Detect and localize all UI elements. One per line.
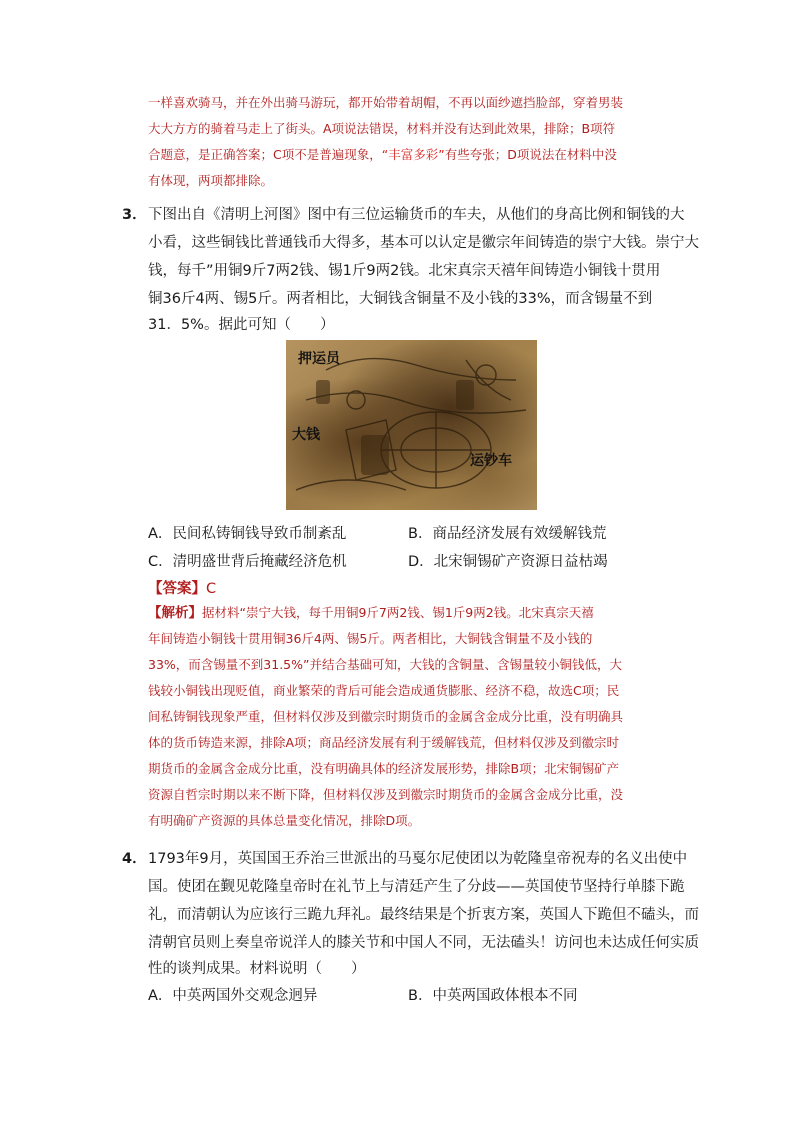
question-3-option-b: B．商品经济发展有效缓解钱荒 <box>408 526 607 542</box>
question-4-option-b: B．中英两国政体根本不同 <box>408 988 578 1004</box>
analysis-line-9: 有明确矿产资源的具体总量变化情况，排除D项。 <box>148 813 421 828</box>
figure-label-big-coin: 大钱 <box>292 427 320 443</box>
question-4-number: 4． <box>122 851 147 867</box>
prev-explanation-line-2: 大大方方的骑着马走上了街头。A项说法错误，材料并没有达到此效果，排除；B项符 <box>148 121 616 136</box>
analysis-line-3: 33%，而含锡量不到31.5%”并结合基础可知，大钱的含铜量、含锡量较小铜钱低，大 <box>148 657 622 672</box>
answer-value: C <box>206 581 217 597</box>
qingming-painting-figure <box>286 340 537 510</box>
question-3-answer <box>148 577 216 598</box>
question-4-line-2: 国。使团在觐见乾隆皇帝时在礼节上与清廷产生了分歧——英国使节坚持行单膝下跪 <box>148 879 685 895</box>
analysis-line-8: 资源自哲宗时期以来不断下降，但材料仅涉及到徽宗时期货币的金属含金成分比重，没 <box>148 787 624 802</box>
question-4-line-1: 1793年9月，英国国王乔治三世派出的马戛尔尼使团以为乾隆皇帝祝寿的名义出使中 <box>148 851 688 867</box>
answer-label: 【答案】 <box>148 581 206 597</box>
prev-explanation-line-4: 有体现，两项都排除。 <box>148 173 274 188</box>
figure-label-cart: 运钞车 <box>470 453 512 469</box>
prev-explanation-line-3c: 有些夸张；D项说法在材料中没 <box>444 147 617 162</box>
question-3-line-5: 31．5%。据此可知（ ） <box>148 317 335 333</box>
analysis-line-7: 期货币的金属含金成分比重，没有明确具体的经济发展形势，排除B项；北宋铜锡矿产 <box>148 761 620 776</box>
prev-explanation-line-1: 一样喜欢骑马，并在外出骑马游玩，都开始带着胡帽，不再以面纱遮挡脸部，穿着男装 <box>148 95 624 110</box>
question-3-line-3: 钱，每千”用铜9斤7两2钱、锡1斤9两2钱。北宋真宗天禧年间铸造小铜钱十贯用 <box>148 263 661 279</box>
analysis-line-5: 间私铸铜钱现象严重，但材料仅涉及到徽宗时期货币的金属含金成分比重，没有明确具 <box>148 709 624 724</box>
question-4-line-5: 性的谈判成果。材料说明（ ） <box>148 961 366 977</box>
question-3-line-4: 铜36斤4两、锡5斤。两者相比，大铜钱含铜量不及小钱的33%，而含锡量不到 <box>148 291 653 307</box>
analysis-line-6: 体的货币铸造来源，排除A项；商品经济发展有利于缓解钱荒，但材料仅涉及到徽宗时 <box>148 735 620 750</box>
analysis-line-4: 钱较小铜钱出现贬值，商业繁荣的背后可能会造成通货膨胀、经济不稳，故选C项；民 <box>148 683 620 698</box>
prev-explanation-line-3a: 合题意，是正确答案；C项不是普遍现象， <box>148 147 382 162</box>
analysis-line-1 <box>148 600 594 626</box>
question-4-line-3: 礼，而清朝认为应该行三跪九拜礼。最终结果是个折衷方案，英国人下跪但不磕头，而 <box>148 907 699 923</box>
analysis-text-1: 据材料“崇宁大钱，每千用铜9斤7两2钱、锡1斤9两2钱。北宋真宗天禧 <box>202 605 594 620</box>
question-4-option-a: A．中英两国外交观念迥异 <box>148 988 318 1004</box>
question-4-line-4: 清朝官员则上奏皇帝说洋人的膝关节和中国人不同，无法磕头！访问也未达成任何实质 <box>148 935 699 951</box>
question-3-number: 3． <box>122 207 147 223</box>
figure-label-escort: 押运员 <box>298 351 340 367</box>
question-3-option-c: C．清明盛世背后掩藏经济危机 <box>148 554 347 570</box>
question-3-line-1: 下图出自《清明上河图》图中有三位运输货币的车夫，从他们的身高比例和铜钱的大 <box>148 207 685 223</box>
question-3-option-a: A．民间私铸铜钱导致币制紊乱 <box>148 526 347 542</box>
analysis-line-2: 年间铸造小铜钱十贯用铜36斤4两、锡5斤。两者相比，大铜钱含铜量不及小钱的 <box>148 631 593 646</box>
prev-explanation-line-3 <box>148 142 617 168</box>
analysis-label: 【解析】 <box>148 605 202 621</box>
question-3-option-d: D．北宋铜锡矿产资源日益枯竭 <box>408 554 608 570</box>
prev-explanation-quote: “丰富多彩” <box>381 147 445 162</box>
question-3-line-2: 小看，这些铜钱比普通钱币大得多，基本可以认定是徽宗年间铸造的崇宁大钱。崇宁大 <box>148 235 699 251</box>
